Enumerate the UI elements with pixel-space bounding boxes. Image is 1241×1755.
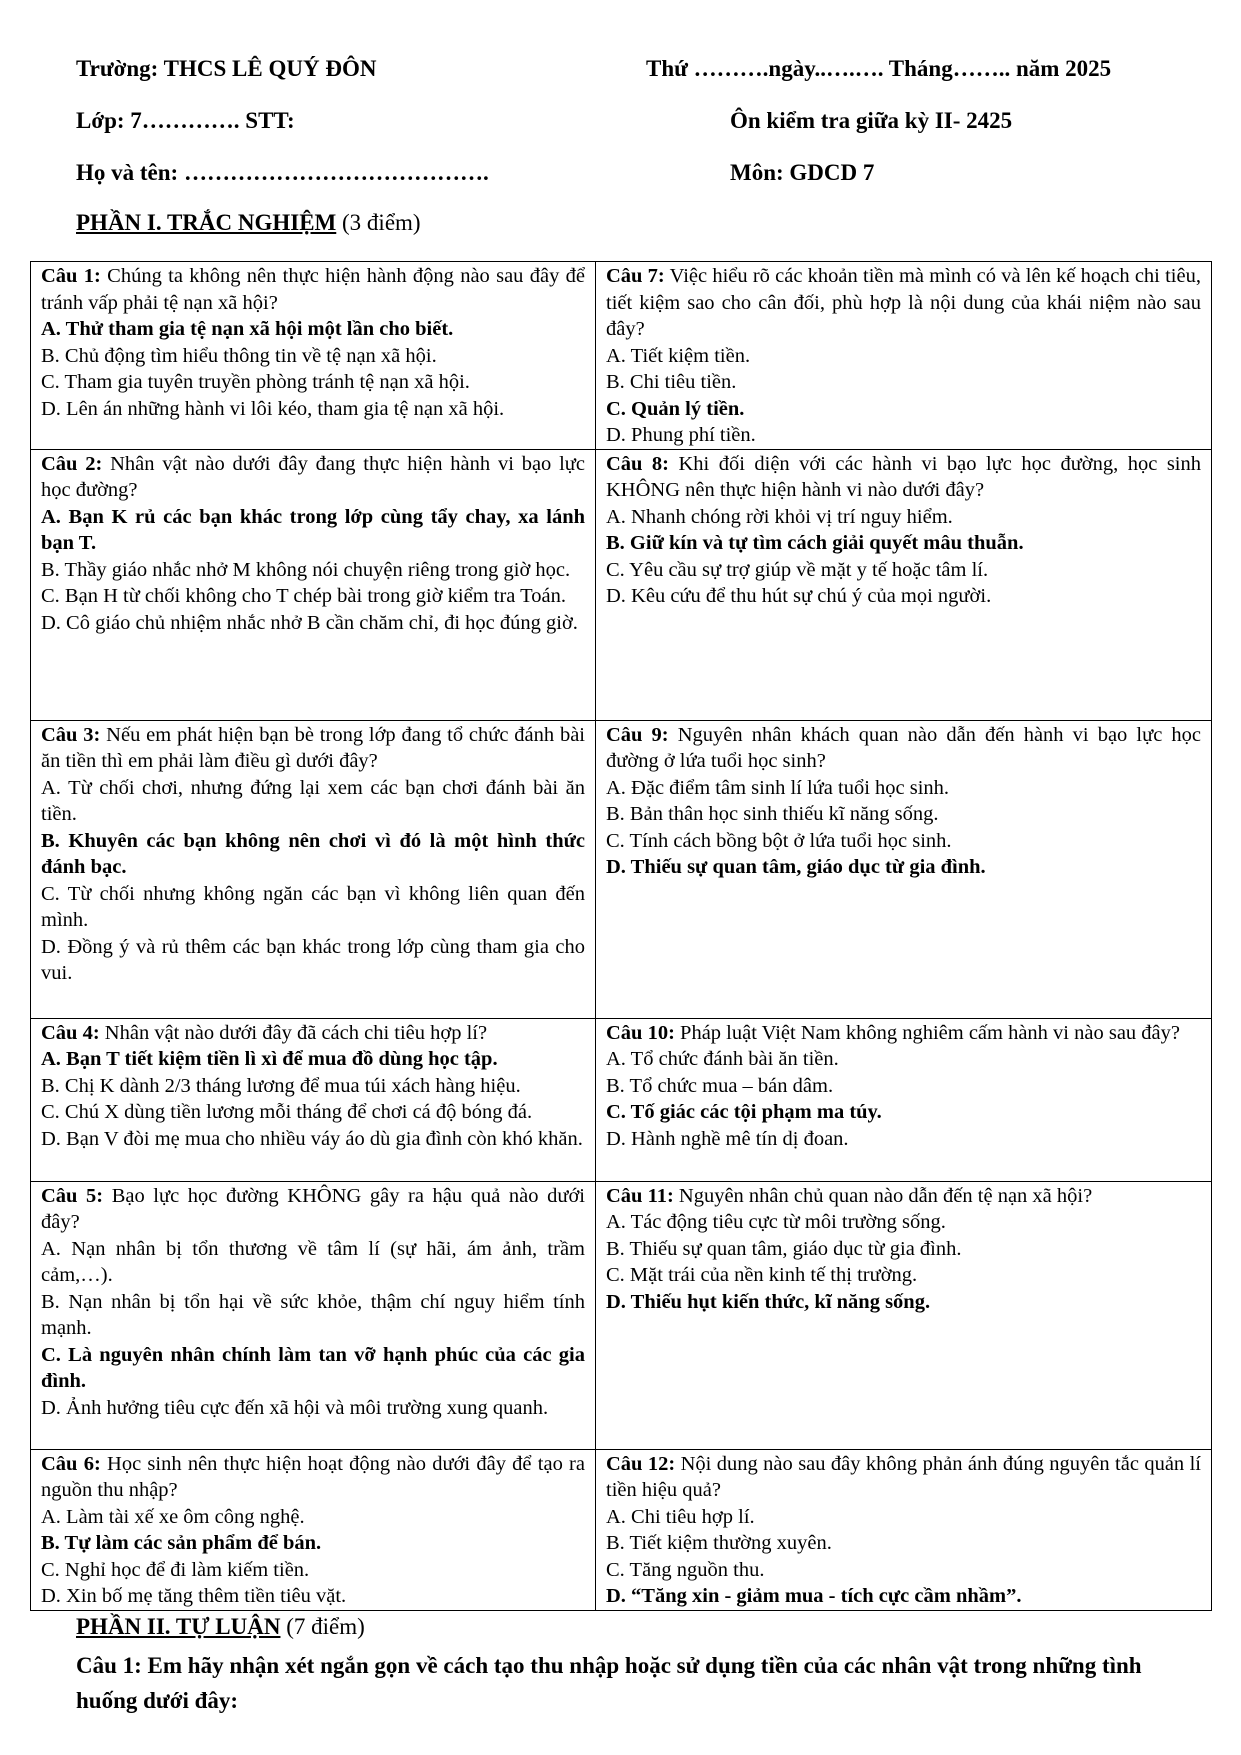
part2-heading: PHẦN II. TỰ LUẬN	[76, 1614, 281, 1639]
answer-option: D. Lên án những hành vi lôi kéo, tham gia tệ nạn xã hội.	[41, 397, 505, 420]
answer-option-correct: A. Bạn T tiết kiệm tiền lì xì để mua đồ dùng học tập.	[41, 1048, 498, 1070]
question-text	[41, 451, 585, 504]
question-cell	[31, 1449, 596, 1610]
answer-option: B. Nạn nhân bị tổn hại về sức khỏe, thậm chí nguy hiểm tính mạnh.	[41, 1290, 585, 1339]
exam-title: Ôn kiểm tra giữa kỳ II- 2425	[730, 108, 1013, 133]
answer-option: D. Hành nghề mê tín dị đoan.	[606, 1127, 849, 1150]
answer-option: C. Yêu cầu sự trợ giúp về mặt y tế hoặc tâm lí.	[606, 558, 989, 581]
answer-option: A. Tiết kiệm tiền.	[606, 344, 751, 367]
question-row	[31, 1018, 1212, 1181]
question-label: Câu 11:	[606, 1184, 674, 1207]
question-text	[606, 1183, 1201, 1210]
question-text	[41, 722, 585, 775]
question-label: Câu 5:	[41, 1184, 104, 1207]
question-text	[41, 263, 585, 316]
answer-option: A. Chi tiêu hợp lí.	[606, 1505, 755, 1528]
answer-option: B. Tổ chức mua – bán dâm.	[606, 1074, 834, 1097]
answer-option: C. Tăng nguồn thu.	[606, 1558, 765, 1581]
subject: Môn: GDCD 7	[730, 160, 875, 185]
question-label: Câu 8:	[606, 452, 670, 475]
question-cell	[596, 720, 1212, 1018]
question-row	[31, 262, 1212, 450]
answer-option-correct: D. “Tăng xin - giảm mua - tích cực cầm nhầm”.	[606, 1585, 1022, 1607]
question-stem: Việc hiểu rõ các khoản tiền mà mình có và lên kế hoạch chi tiêu, tiết kiệm sao cho cân đối, phù hợp là nội dung của khái niệm nào sau đây?	[606, 265, 1201, 340]
answer-option: B. Chi tiêu tiền.	[606, 371, 737, 393]
answer-option-correct: A. Bạn K rủ các bạn khác trong lớp cùng tẩy chay, xa lánh bạn T.	[41, 505, 585, 554]
answer-option: D. Đồng ý và rủ thêm các bạn khác trong lớp cùng tham gia cho vui.	[41, 935, 585, 984]
part2-points: (7 điểm)	[280, 1614, 365, 1639]
answer-option: C. Chú X dùng tiền lương mỗi tháng để chơi cá độ bóng đá.	[41, 1101, 533, 1123]
answer-option: D. Ảnh hưởng tiêu cực đến xã hội và môi trường xung quanh.	[41, 1396, 549, 1419]
question-label: Câu 6:	[41, 1452, 101, 1475]
answer-option: B. Chủ động tìm hiểu thông tin về tệ nạn xã hội.	[41, 344, 437, 367]
part1-heading: PHẦN I. TRẮC NGHIỆM	[76, 210, 337, 235]
question-label: Câu 4:	[41, 1021, 100, 1044]
question-label: Câu 7:	[606, 265, 665, 287]
answer-option: D. Phung phí tiền.	[606, 424, 756, 446]
question-label: Câu 2:	[41, 452, 103, 475]
question-label: Câu 1:	[41, 265, 101, 287]
question-stem: Khi đối diện với các hành vi bạo lực học đường, học sinh KHÔNG nên thực hiện hành vi nào dưới đây?	[606, 452, 1201, 501]
question-stem: Nhân vật nào dưới đây đang thực hiện hành vi bạo lực học đường?	[41, 452, 585, 501]
question-stem: Chúng ta không nên thực hiện hành động nào sau đây để tránh vấp phải tệ nạn xã hội?	[41, 265, 585, 314]
question-label: Câu 12:	[606, 1452, 676, 1475]
question-stem: Nhân vật nào dưới đây đã cách chi tiêu hợp lí?	[99, 1021, 488, 1044]
question-label: Câu 9:	[606, 723, 669, 746]
question-cell	[31, 449, 596, 720]
answer-option: B. Tiết kiệm thường xuyên.	[606, 1532, 832, 1554]
answer-option: C. Tính cách bồng bột ở lứa tuổi học sinh.	[606, 829, 952, 852]
answer-option-correct: C. Tố giác các tội phạm ma túy.	[606, 1101, 882, 1123]
answer-option: B. Thiếu sự quan tâm, giáo dục từ gia đình.	[606, 1237, 962, 1260]
question-text	[606, 1020, 1201, 1047]
part1-points: (3 điểm)	[336, 210, 421, 235]
question-text	[606, 1451, 1201, 1504]
answer-option-correct: B. Khuyên các bạn không nên chơi vì đó là một hình thức đánh bạc.	[41, 829, 585, 878]
question-text	[606, 722, 1201, 775]
answer-option: C. Tham gia tuyên truyền phòng tránh tệ nạn xã hội.	[41, 371, 470, 393]
question-stem: Nguyên nhân chủ quan nào dẫn đến tệ nạn xã hội?	[673, 1184, 1093, 1207]
school-name: Trường: THCS LÊ QUÝ ĐÔN	[76, 56, 377, 81]
answer-option-correct: D. Thiếu hụt kiến thức, kĩ năng sống.	[606, 1290, 931, 1313]
question-text	[41, 1020, 585, 1047]
answer-option: C. Bạn H từ chối không cho T chép bài trong giờ kiểm tra Toán.	[41, 585, 566, 607]
quiz-table	[30, 261, 1212, 1611]
question-stem: Nếu em phát hiện bạn bè trong lớp đang tổ chức đánh bài ăn tiền thì em phải làm điều gì dưới đây?	[41, 723, 585, 772]
class-line: Lớp: 7…………. STT:	[76, 108, 295, 133]
answer-option: C. Từ chối nhưng không ngăn các bạn vì không liên quan đến mình.	[41, 882, 585, 931]
quiz-body	[31, 262, 1212, 1611]
name-line: Họ và tên: ………………………………….	[76, 160, 489, 185]
answer-option: A. Tác động tiêu cực từ môi trường sống.	[606, 1211, 946, 1233]
question-cell	[596, 1181, 1212, 1449]
date-line: Thứ ……….ngày..….…. Tháng…….. năm 2025	[646, 56, 1112, 81]
answer-option-correct: B. Giữ kín và tự tìm cách giải quyết mâu thuẫn.	[606, 532, 1024, 554]
part2-title	[76, 1614, 365, 1640]
answer-option: D. Bạn V đòi mẹ mua cho nhiều váy áo dù gia đình còn khó khăn.	[41, 1127, 583, 1150]
question-cell	[596, 262, 1212, 450]
question-text	[606, 263, 1201, 343]
question-text	[41, 1183, 585, 1236]
answer-option: A. Tổ chức đánh bài ăn tiền.	[606, 1048, 839, 1070]
question-row	[31, 720, 1212, 1018]
question-cell	[31, 262, 596, 450]
question-stem: Pháp luật Việt Nam không nghiêm cấm hành vi nào sau đây?	[674, 1021, 1181, 1044]
question-row	[31, 1449, 1212, 1610]
question-row	[31, 449, 1212, 720]
answer-option: D. Cô giáo chủ nhiệm nhắc nhở B cần chăm chỉ, đi học đúng giờ.	[41, 611, 578, 634]
answer-option: B. Bản thân học sinh thiếu kĩ năng sống.	[606, 803, 939, 825]
answer-option-correct: C. Quản lý tiền.	[606, 397, 745, 420]
question-stem: Học sinh nên thực hiện hoạt động nào dưới đây để tạo ra nguồn thu nhập?	[41, 1452, 585, 1501]
question-text	[606, 451, 1201, 504]
question-cell	[31, 1181, 596, 1449]
question-cell	[596, 1018, 1212, 1181]
answer-option-correct: A. Thử tham gia tệ nạn xã hội một lần cho biết.	[41, 318, 454, 340]
question-cell	[31, 1018, 596, 1181]
answer-option: D. Xin bố mẹ tăng thêm tiền tiêu vặt.	[41, 1585, 347, 1607]
answer-option: A. Từ chối chơi, nhưng đứng lại xem các bạn chơi đánh bài ăn tiền.	[41, 776, 585, 825]
answer-option: B. Chị K dành 2/3 tháng lương để mua túi xách hàng hiệu.	[41, 1074, 521, 1097]
answer-option: A. Làm tài xế xe ôm công nghệ.	[41, 1505, 305, 1528]
question-cell	[596, 1449, 1212, 1610]
answer-option-correct: B. Tự làm các sản phẩm để bán.	[41, 1532, 322, 1554]
answer-option: C. Mặt trái của nền kinh tế thị trường.	[606, 1264, 918, 1286]
question-row	[31, 1181, 1212, 1449]
question-stem: Bạo lực học đường KHÔNG gây ra hậu quả nào dưới đây?	[41, 1184, 585, 1233]
answer-option-correct: D. Thiếu sự quan tâm, giáo dục từ gia đình.	[606, 856, 986, 878]
question-label: Câu 10:	[606, 1021, 675, 1044]
question-text	[41, 1451, 585, 1504]
answer-option: A. Nhanh chóng rời khỏi vị trí nguy hiểm.	[606, 505, 953, 528]
question-label: Câu 3:	[41, 723, 101, 746]
essay-question-1: Câu 1: Em hãy nhận xét ngắn gọn về cách tạo thu nhập hoặc sử dụng tiền của các nhân vật trong những tình huống dưới đây:	[76, 1653, 1142, 1713]
answer-option: B. Thầy giáo nhắc nhở M không nói chuyện riêng trong giờ học.	[41, 558, 571, 581]
answer-option-correct: C. Là nguyên nhân chính làm tan vỡ hạnh phúc của các gia đình.	[41, 1343, 585, 1392]
answer-option: A. Nạn nhân bị tổn thương về tâm lí (sự hãi, ám ảnh, trầm cảm,…).	[41, 1237, 585, 1286]
part1-title	[76, 210, 421, 236]
question-stem: Nội dung nào sau đây không phản ánh đúng nguyên tắc quản lí tiền hiệu quả?	[606, 1452, 1201, 1501]
answer-option: D. Kêu cứu để thu hút sự chú ý của mọi người.	[606, 585, 992, 607]
answer-option: C. Nghỉ học để đi làm kiếm tiền.	[41, 1558, 310, 1581]
answer-option: A. Đặc điểm tâm sinh lí lứa tuổi học sinh.	[606, 776, 950, 799]
question-cell	[596, 449, 1212, 720]
question-cell	[31, 720, 596, 1018]
question-stem: Nguyên nhân khách quan nào dẫn đến hành vi bạo lực học đường ở lứa tuổi học sinh?	[606, 723, 1201, 772]
